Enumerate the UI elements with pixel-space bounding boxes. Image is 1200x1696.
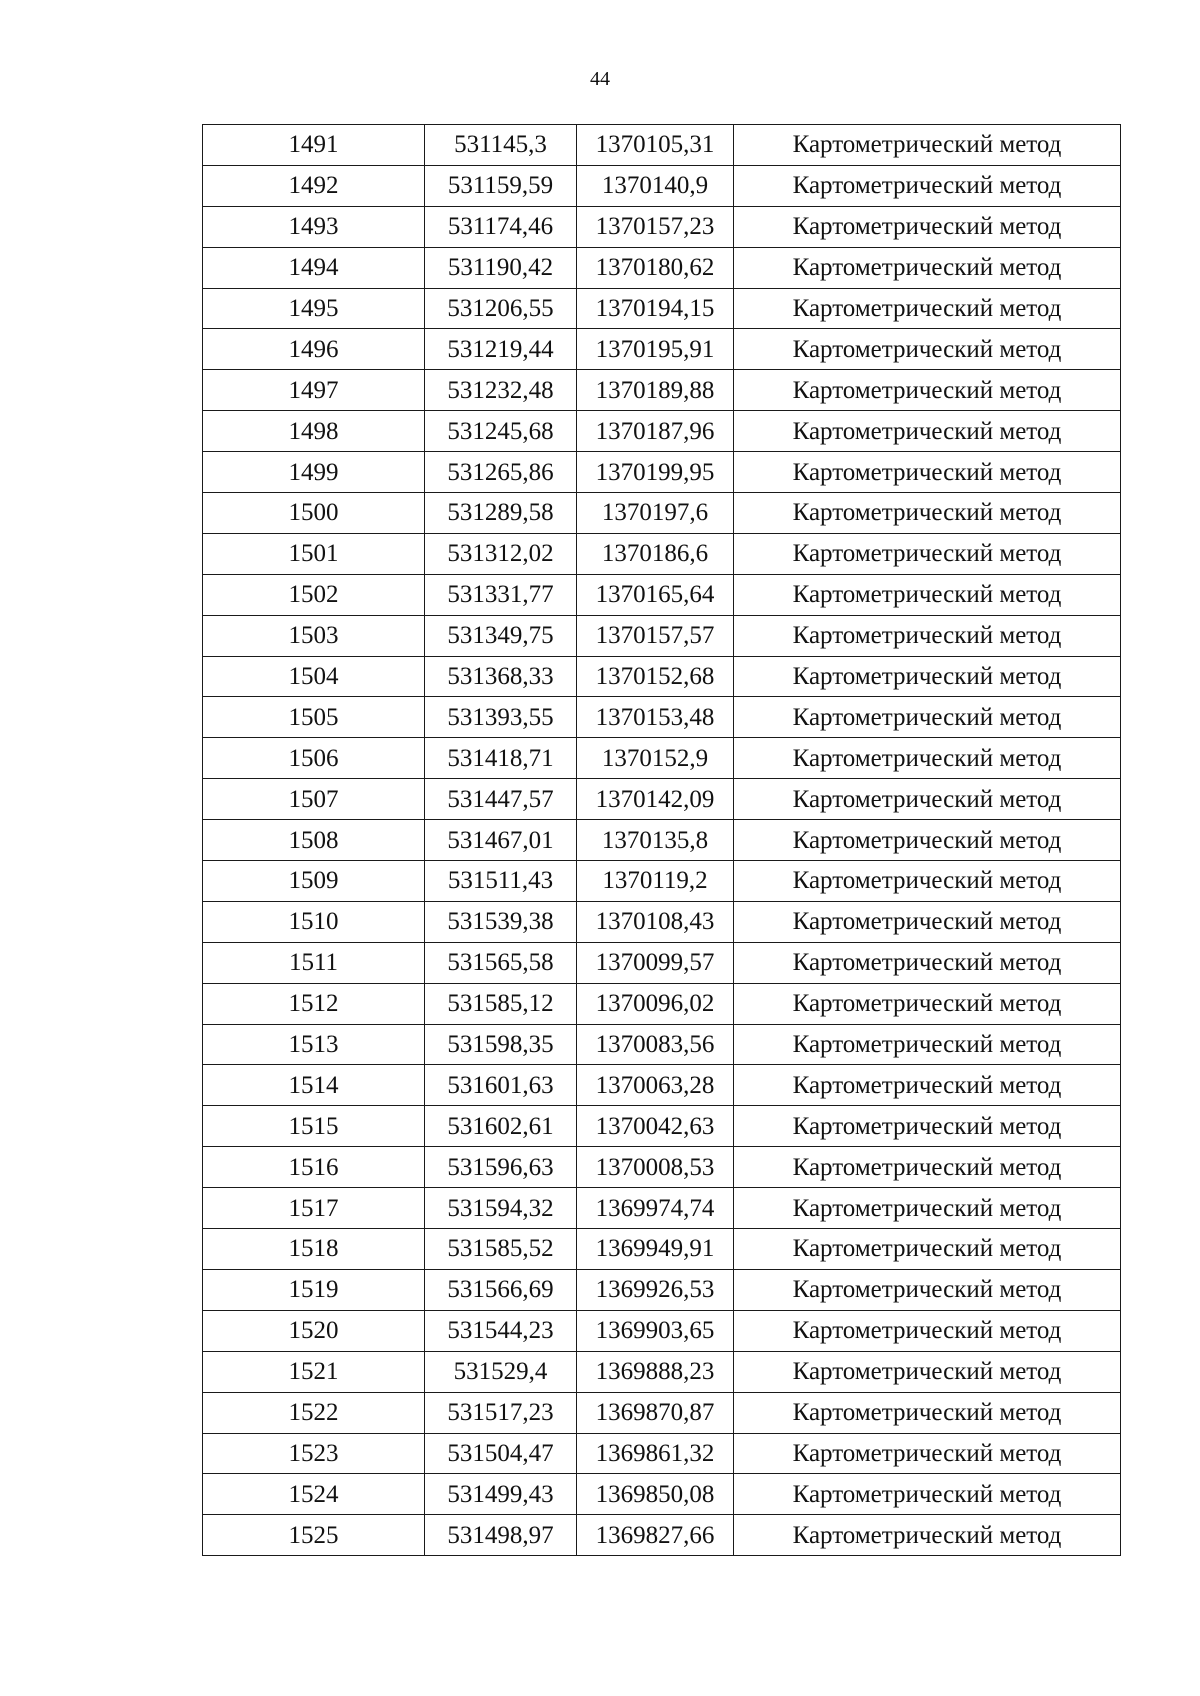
x-coordinate-cell: 531265,86: [425, 452, 577, 493]
point-number-cell: 1508: [203, 820, 425, 861]
x-coordinate-cell: 531517,23: [425, 1392, 577, 1433]
method-cell: Картометрический метод: [734, 861, 1121, 902]
point-number-cell: 1523: [203, 1433, 425, 1474]
x-coordinate-cell: 531245,68: [425, 411, 577, 452]
point-number-cell: 1493: [203, 206, 425, 247]
method-cell: Картометрический метод: [734, 942, 1121, 983]
point-number-cell: 1498: [203, 411, 425, 452]
table-row: [203, 125, 1121, 166]
x-coordinate-cell: 531447,57: [425, 779, 577, 820]
x-coordinate-cell: 531566,69: [425, 1269, 577, 1310]
point-number-cell: 1491: [203, 125, 425, 166]
x-coordinate-cell: 531498,97: [425, 1515, 577, 1556]
method-cell: Картометрический метод: [734, 206, 1121, 247]
method-cell: Картометрический метод: [734, 165, 1121, 206]
x-coordinate-cell: 531331,77: [425, 574, 577, 615]
table-row: [203, 1351, 1121, 1392]
method-cell: Картометрический метод: [734, 983, 1121, 1024]
y-coordinate-cell: 1370099,57: [577, 942, 734, 983]
x-coordinate-cell: 531529,4: [425, 1351, 577, 1392]
x-coordinate-cell: 531565,58: [425, 942, 577, 983]
y-coordinate-cell: 1370157,57: [577, 615, 734, 656]
table-row: [203, 1188, 1121, 1229]
point-number-cell: 1499: [203, 452, 425, 493]
method-cell: Картометрический метод: [734, 820, 1121, 861]
y-coordinate-cell: 1369974,74: [577, 1188, 734, 1229]
y-coordinate-cell: 1370152,9: [577, 738, 734, 779]
method-cell: Картометрический метод: [734, 1474, 1121, 1515]
x-coordinate-cell: 531511,43: [425, 861, 577, 902]
method-cell: Картометрический метод: [734, 533, 1121, 574]
table-row: [203, 247, 1121, 288]
page-number: 44: [590, 68, 610, 90]
y-coordinate-cell: 1369949,91: [577, 1229, 734, 1270]
y-coordinate-cell: 1370108,43: [577, 901, 734, 942]
x-coordinate-cell: 531289,58: [425, 493, 577, 534]
x-coordinate-cell: 531206,55: [425, 288, 577, 329]
table-row: [203, 452, 1121, 493]
table-row: [203, 779, 1121, 820]
table-row: [203, 493, 1121, 534]
point-number-cell: 1492: [203, 165, 425, 206]
table-row: [203, 820, 1121, 861]
x-coordinate-cell: 531368,33: [425, 656, 577, 697]
point-number-cell: 1519: [203, 1269, 425, 1310]
method-cell: Картометрический метод: [734, 452, 1121, 493]
point-number-cell: 1504: [203, 656, 425, 697]
table-row: [203, 983, 1121, 1024]
y-coordinate-cell: 1369870,87: [577, 1392, 734, 1433]
method-cell: Картометрический метод: [734, 1188, 1121, 1229]
y-coordinate-cell: 1370083,56: [577, 1024, 734, 1065]
table-row: [203, 411, 1121, 452]
table-row: [203, 1024, 1121, 1065]
point-number-cell: 1507: [203, 779, 425, 820]
y-coordinate-cell: 1369850,08: [577, 1474, 734, 1515]
y-coordinate-cell: 1369926,53: [577, 1269, 734, 1310]
point-number-cell: 1497: [203, 370, 425, 411]
y-coordinate-cell: 1370119,2: [577, 861, 734, 902]
table-row: [203, 738, 1121, 779]
x-coordinate-cell: 531467,01: [425, 820, 577, 861]
y-coordinate-cell: 1370008,53: [577, 1147, 734, 1188]
x-coordinate-cell: 531349,75: [425, 615, 577, 656]
table-row: [203, 288, 1121, 329]
x-coordinate-cell: 531598,35: [425, 1024, 577, 1065]
point-number-cell: 1516: [203, 1147, 425, 1188]
method-cell: Картометрический метод: [734, 247, 1121, 288]
method-cell: Картометрический метод: [734, 1392, 1121, 1433]
table-row: [203, 1229, 1121, 1270]
y-coordinate-cell: 1370152,68: [577, 656, 734, 697]
point-number-cell: 1495: [203, 288, 425, 329]
y-coordinate-cell: 1370096,02: [577, 983, 734, 1024]
method-cell: Картометрический метод: [734, 1024, 1121, 1065]
method-cell: Картометрический метод: [734, 1229, 1121, 1270]
y-coordinate-cell: 1370187,96: [577, 411, 734, 452]
x-coordinate-cell: 531594,32: [425, 1188, 577, 1229]
x-coordinate-cell: 531312,02: [425, 533, 577, 574]
point-number-cell: 1520: [203, 1310, 425, 1351]
x-coordinate-cell: 531585,12: [425, 983, 577, 1024]
point-number-cell: 1496: [203, 329, 425, 370]
method-cell: Картометрический метод: [734, 1106, 1121, 1147]
method-cell: Картометрический метод: [734, 1433, 1121, 1474]
y-coordinate-cell: 1370153,48: [577, 697, 734, 738]
table-row: [203, 1515, 1121, 1556]
table-row: [203, 656, 1121, 697]
x-coordinate-cell: 531601,63: [425, 1065, 577, 1106]
y-coordinate-cell: 1370165,64: [577, 574, 734, 615]
y-coordinate-cell: 1369861,32: [577, 1433, 734, 1474]
table-row: [203, 1269, 1121, 1310]
table-row: [203, 1106, 1121, 1147]
x-coordinate-cell: 531232,48: [425, 370, 577, 411]
point-number-cell: 1506: [203, 738, 425, 779]
x-coordinate-cell: 531393,55: [425, 697, 577, 738]
x-coordinate-cell: 531219,44: [425, 329, 577, 370]
table-row: [203, 901, 1121, 942]
x-coordinate-cell: 531159,59: [425, 165, 577, 206]
point-number-cell: 1515: [203, 1106, 425, 1147]
point-number-cell: 1513: [203, 1024, 425, 1065]
table-row: [203, 1065, 1121, 1106]
y-coordinate-cell: 1370189,88: [577, 370, 734, 411]
y-coordinate-cell: 1370063,28: [577, 1065, 734, 1106]
method-cell: Картометрический метод: [734, 901, 1121, 942]
table-row: [203, 942, 1121, 983]
y-coordinate-cell: 1369827,66: [577, 1515, 734, 1556]
table-row: [203, 861, 1121, 902]
method-cell: Картометрический метод: [734, 1147, 1121, 1188]
x-coordinate-cell: 531145,3: [425, 125, 577, 166]
method-cell: Картометрический метод: [734, 1310, 1121, 1351]
method-cell: Картометрический метод: [734, 125, 1121, 166]
x-coordinate-cell: 531539,38: [425, 901, 577, 942]
y-coordinate-cell: 1370199,95: [577, 452, 734, 493]
x-coordinate-cell: 531602,61: [425, 1106, 577, 1147]
point-number-cell: 1510: [203, 901, 425, 942]
y-coordinate-cell: 1370142,09: [577, 779, 734, 820]
x-coordinate-cell: 531596,63: [425, 1147, 577, 1188]
table-row: [203, 1392, 1121, 1433]
y-coordinate-cell: 1369888,23: [577, 1351, 734, 1392]
x-coordinate-cell: 531544,23: [425, 1310, 577, 1351]
table-row: [203, 165, 1121, 206]
method-cell: Картометрический метод: [734, 1351, 1121, 1392]
x-coordinate-cell: 531585,52: [425, 1229, 577, 1270]
method-cell: Картометрический метод: [734, 738, 1121, 779]
point-number-cell: 1512: [203, 983, 425, 1024]
table-row: [203, 329, 1121, 370]
coordinates-table-body: [203, 125, 1121, 1556]
point-number-cell: 1500: [203, 493, 425, 534]
method-cell: Картометрический метод: [734, 697, 1121, 738]
method-cell: Картометрический метод: [734, 656, 1121, 697]
method-cell: Картометрический метод: [734, 1515, 1121, 1556]
point-number-cell: 1501: [203, 533, 425, 574]
table-row: [203, 1310, 1121, 1351]
table-row: [203, 206, 1121, 247]
y-coordinate-cell: 1370195,91: [577, 329, 734, 370]
x-coordinate-cell: 531174,46: [425, 206, 577, 247]
y-coordinate-cell: 1370105,31: [577, 125, 734, 166]
y-coordinate-cell: 1370157,23: [577, 206, 734, 247]
x-coordinate-cell: 531190,42: [425, 247, 577, 288]
method-cell: Картометрический метод: [734, 493, 1121, 534]
point-number-cell: 1525: [203, 1515, 425, 1556]
table-row: [203, 1474, 1121, 1515]
point-number-cell: 1494: [203, 247, 425, 288]
method-cell: Картометрический метод: [734, 779, 1121, 820]
method-cell: Картометрический метод: [734, 574, 1121, 615]
method-cell: Картометрический метод: [734, 370, 1121, 411]
table-row: [203, 370, 1121, 411]
table-row: [203, 697, 1121, 738]
table-row: [203, 615, 1121, 656]
coordinates-table: [202, 124, 1121, 1556]
method-cell: Картометрический метод: [734, 329, 1121, 370]
method-cell: Картометрический метод: [734, 411, 1121, 452]
point-number-cell: 1522: [203, 1392, 425, 1433]
point-number-cell: 1505: [203, 697, 425, 738]
method-cell: Картометрический метод: [734, 1269, 1121, 1310]
point-number-cell: 1518: [203, 1229, 425, 1270]
point-number-cell: 1517: [203, 1188, 425, 1229]
table-row: [203, 574, 1121, 615]
method-cell: Картометрический метод: [734, 288, 1121, 329]
y-coordinate-cell: 1370186,6: [577, 533, 734, 574]
point-number-cell: 1521: [203, 1351, 425, 1392]
point-number-cell: 1503: [203, 615, 425, 656]
y-coordinate-cell: 1370180,62: [577, 247, 734, 288]
point-number-cell: 1502: [203, 574, 425, 615]
point-number-cell: 1514: [203, 1065, 425, 1106]
method-cell: Картометрический метод: [734, 1065, 1121, 1106]
table-row: [203, 1147, 1121, 1188]
point-number-cell: 1524: [203, 1474, 425, 1515]
y-coordinate-cell: 1370135,8: [577, 820, 734, 861]
y-coordinate-cell: 1370194,15: [577, 288, 734, 329]
y-coordinate-cell: 1370197,6: [577, 493, 734, 534]
x-coordinate-cell: 531504,47: [425, 1433, 577, 1474]
point-number-cell: 1509: [203, 861, 425, 902]
y-coordinate-cell: 1370042,63: [577, 1106, 734, 1147]
table-row: [203, 533, 1121, 574]
x-coordinate-cell: 531499,43: [425, 1474, 577, 1515]
method-cell: Картометрический метод: [734, 615, 1121, 656]
y-coordinate-cell: 1370140,9: [577, 165, 734, 206]
point-number-cell: 1511: [203, 942, 425, 983]
x-coordinate-cell: 531418,71: [425, 738, 577, 779]
y-coordinate-cell: 1369903,65: [577, 1310, 734, 1351]
table-row: [203, 1433, 1121, 1474]
